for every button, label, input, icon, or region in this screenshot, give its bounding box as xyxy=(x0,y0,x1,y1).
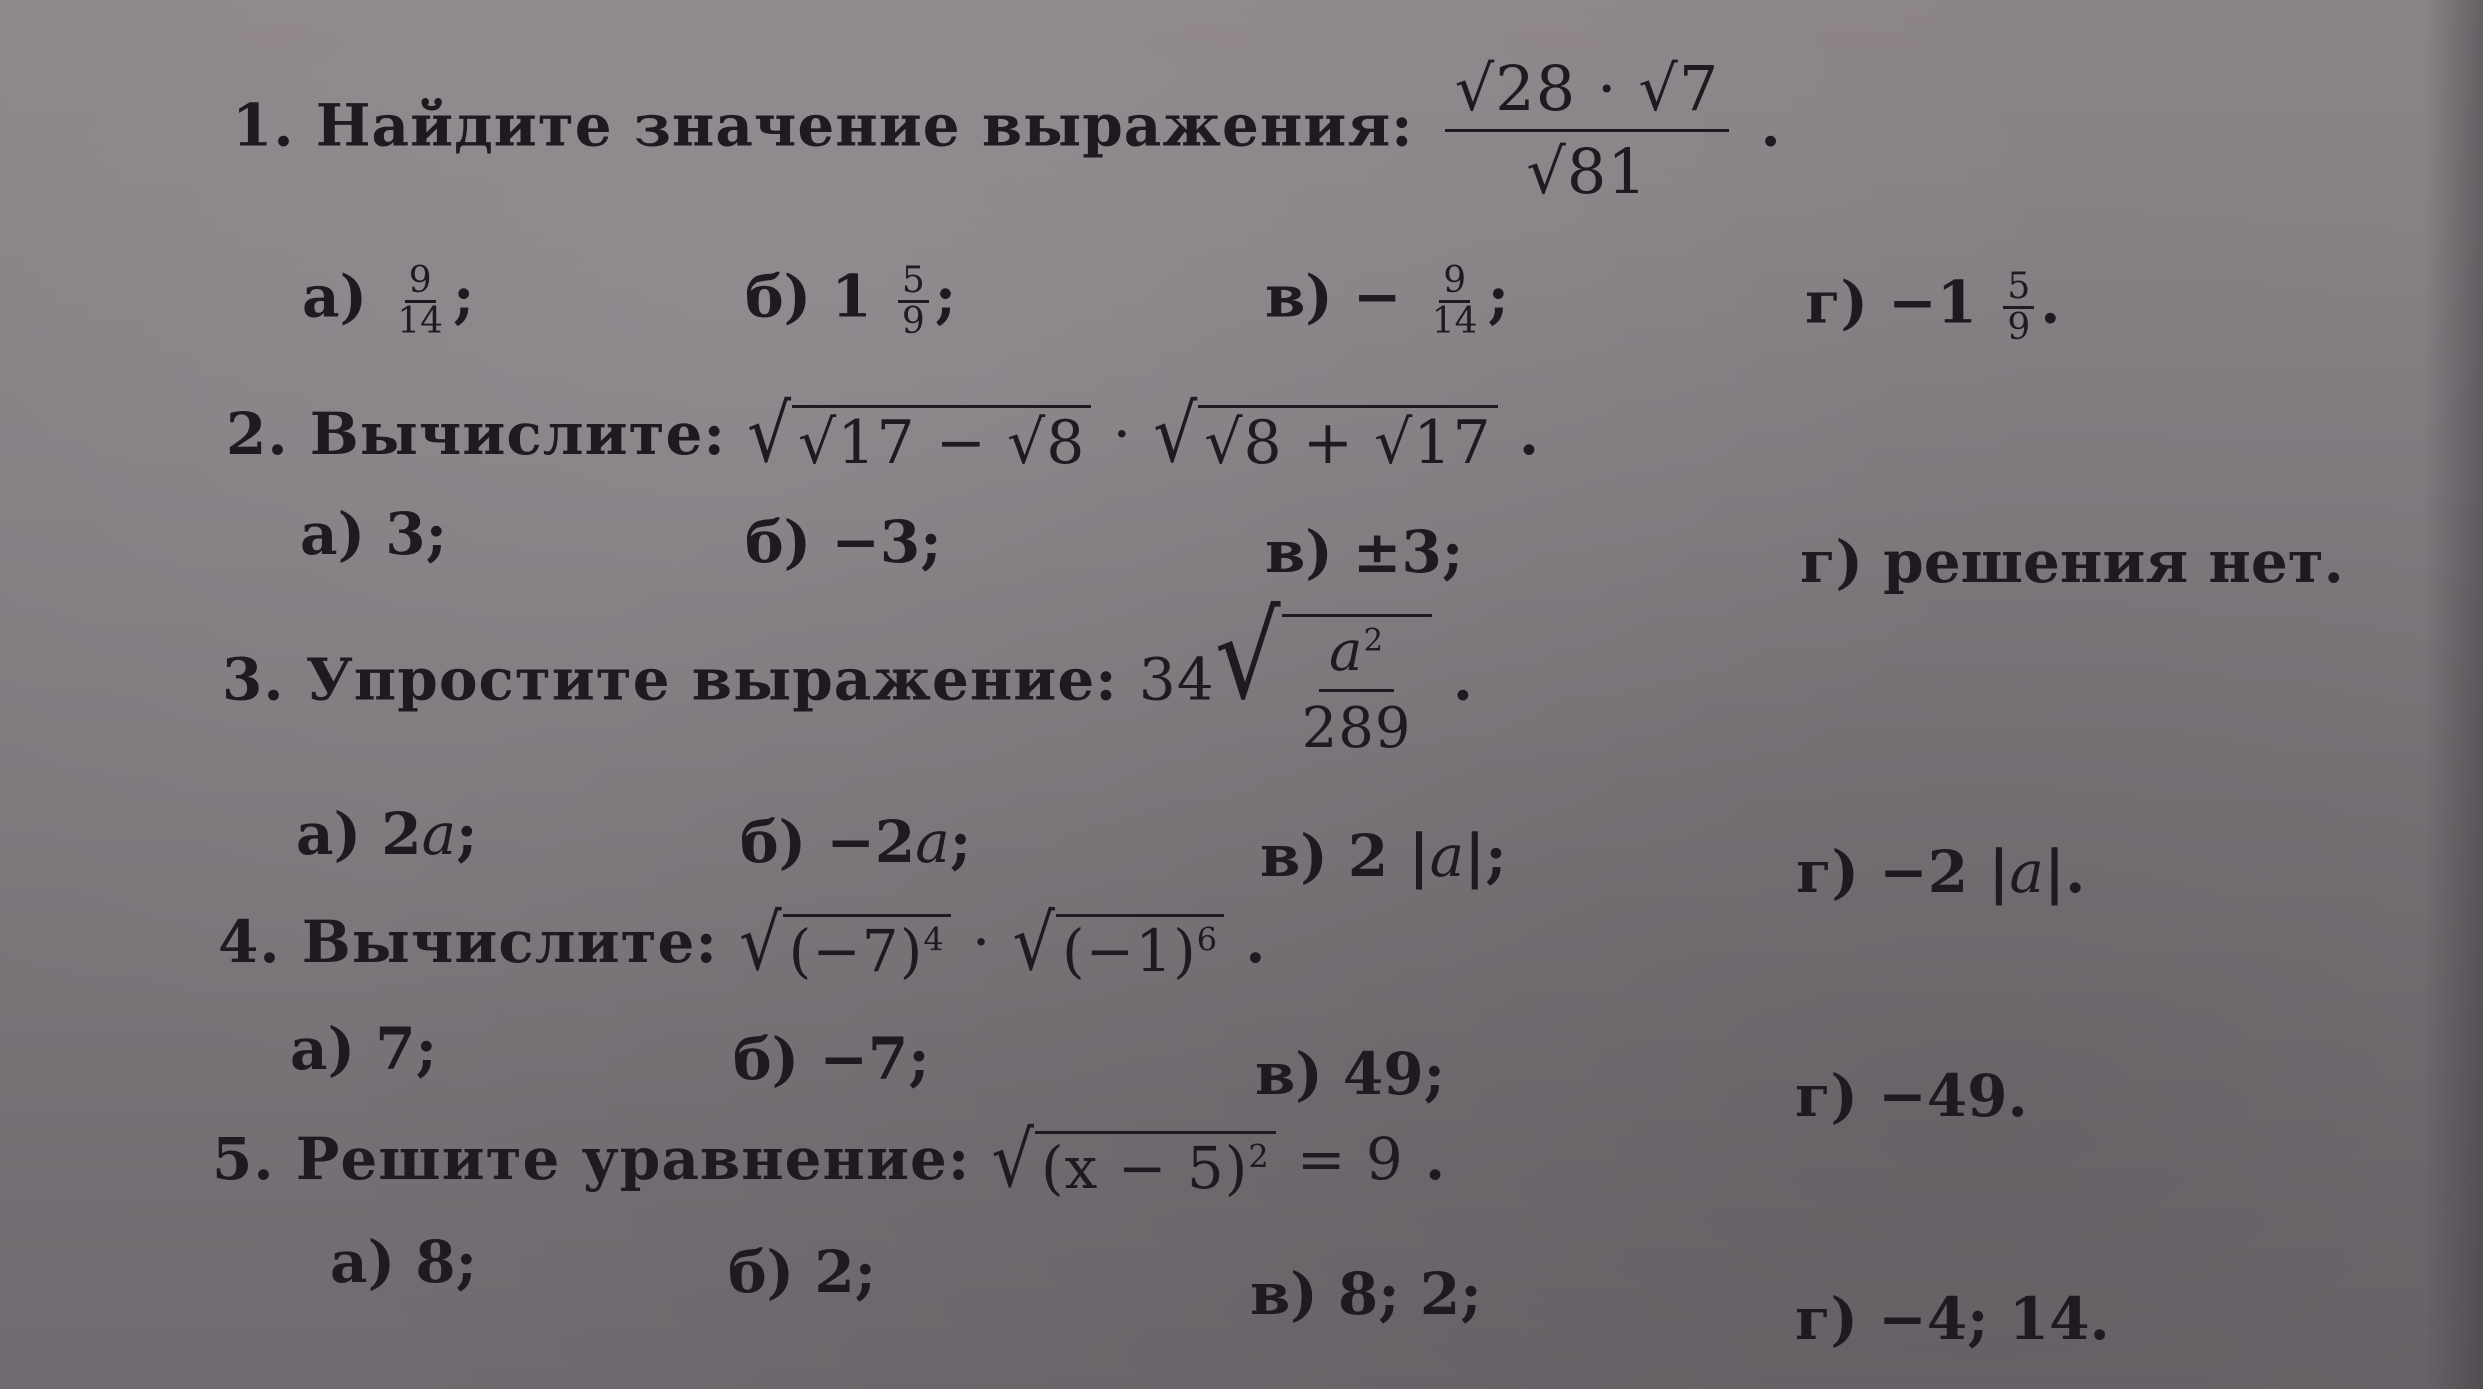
sqrt-sign-icon: √ xyxy=(991,1113,1036,1204)
answer-1c: в) − $\frac{9}{14}$ ; xyxy=(1265,260,1509,342)
answer-3a: а) 2a; xyxy=(296,800,478,868)
answer-4b: б) −7; xyxy=(733,1025,930,1093)
answer-2d: г) решения нет. xyxy=(1800,528,2344,596)
problem-1-denominator: √81 xyxy=(1526,135,1648,209)
sqrt-sign-icon: √ xyxy=(1153,387,1199,480)
problem-3: 3. Упростите выражение: 34 √ $\frac{a^2}{289}$ . xyxy=(222,610,1474,759)
answer-1c-fraction: $\frac{9}{14}$ xyxy=(1431,260,1478,342)
problem-4-label: 4. Вычислите: xyxy=(218,908,718,976)
answer-1b: б) 1 $\frac{5}{9}$ ; xyxy=(745,260,957,342)
answer-1a: а) $\frac{9}{14}$ ; xyxy=(302,260,475,342)
sqrt-sign-icon: √ xyxy=(1214,588,1282,727)
answer-2c: в) ±3; xyxy=(1265,518,1464,586)
answer-2b: б) −3; xyxy=(745,508,942,576)
problem-2-radical-1: √ √17 − √8 xyxy=(747,401,1091,478)
answer-4a: а) 7; xyxy=(290,1015,437,1083)
problem-5: 5. Решите уравнение: √ $(x - 5)^2$ = 9 . xyxy=(212,1125,1446,1202)
problem-1 xyxy=(232,52,1782,209)
problem-1-end: . xyxy=(1760,91,1782,160)
problem-1-label: 1. Найдите значение выражения: xyxy=(232,91,1414,160)
problem-3-label: 3. Упростите выражение: xyxy=(222,645,1118,714)
answer-2a: а) 3; xyxy=(300,500,447,568)
sqrt-sign-icon: √ xyxy=(747,387,793,480)
sqrt-sign-icon: √ xyxy=(739,896,783,987)
problem-5-label: 5. Решите уравнение: xyxy=(212,1125,971,1193)
problem-2: 2. Вычислите: √ √17 − √8 · √ √8 + √17 . xyxy=(226,400,1540,478)
answer-5d: г) −4; 14. xyxy=(1795,1285,2110,1353)
answer-1d: г) −1 $\frac{5}{9}$ . xyxy=(1805,266,2061,348)
answer-1b-fraction: $\frac{5}{9}$ xyxy=(898,262,929,341)
page-edge-shadow xyxy=(2423,0,2483,1389)
answer-3b: б) −2a; xyxy=(740,808,972,876)
problem-4: 4. Вычислите: √ $(-7)^4$ · √ $(-1)^6$ . xyxy=(218,908,1266,985)
problem-1-numerator: √28 · √7 xyxy=(1445,55,1729,132)
problem-5-radical: √ $(x - 5)^2$ xyxy=(992,1127,1276,1202)
problem-2-radical-2: √ √8 + √17 xyxy=(1153,401,1497,478)
answer-5c: в) 8; 2; xyxy=(1250,1260,1482,1328)
problem-4-radical-2: √ $(-1)^6$ xyxy=(1012,910,1224,985)
answer-4c: в) 49; xyxy=(1255,1040,1446,1108)
answer-3c: в) 2 |a|; xyxy=(1260,822,1507,890)
answer-1d-fraction: $\frac{5}{9}$ xyxy=(2003,268,2034,347)
answer-5a: а) 8; xyxy=(330,1228,477,1296)
problem-4-radical-1: √ $(-7)^4$ xyxy=(739,910,951,985)
problem-3-radical xyxy=(1214,588,1432,761)
problem-1-fraction xyxy=(1445,52,1729,209)
problem-3-coefficient: 34 xyxy=(1138,645,1215,714)
answer-3d: г) −2 |a|. xyxy=(1796,838,2086,906)
problem-2-label: 2. Вычислите: xyxy=(226,400,726,468)
sqrt-sign-icon: √ xyxy=(1012,896,1056,987)
answer-5b: б) 2; xyxy=(728,1238,877,1306)
answer-4d: г) −49. xyxy=(1795,1062,2028,1130)
problem-3-fraction: $\frac{a^2}{289}$ xyxy=(1301,619,1412,761)
answer-1a-fraction: $\frac{9}{14}$ xyxy=(397,260,444,342)
